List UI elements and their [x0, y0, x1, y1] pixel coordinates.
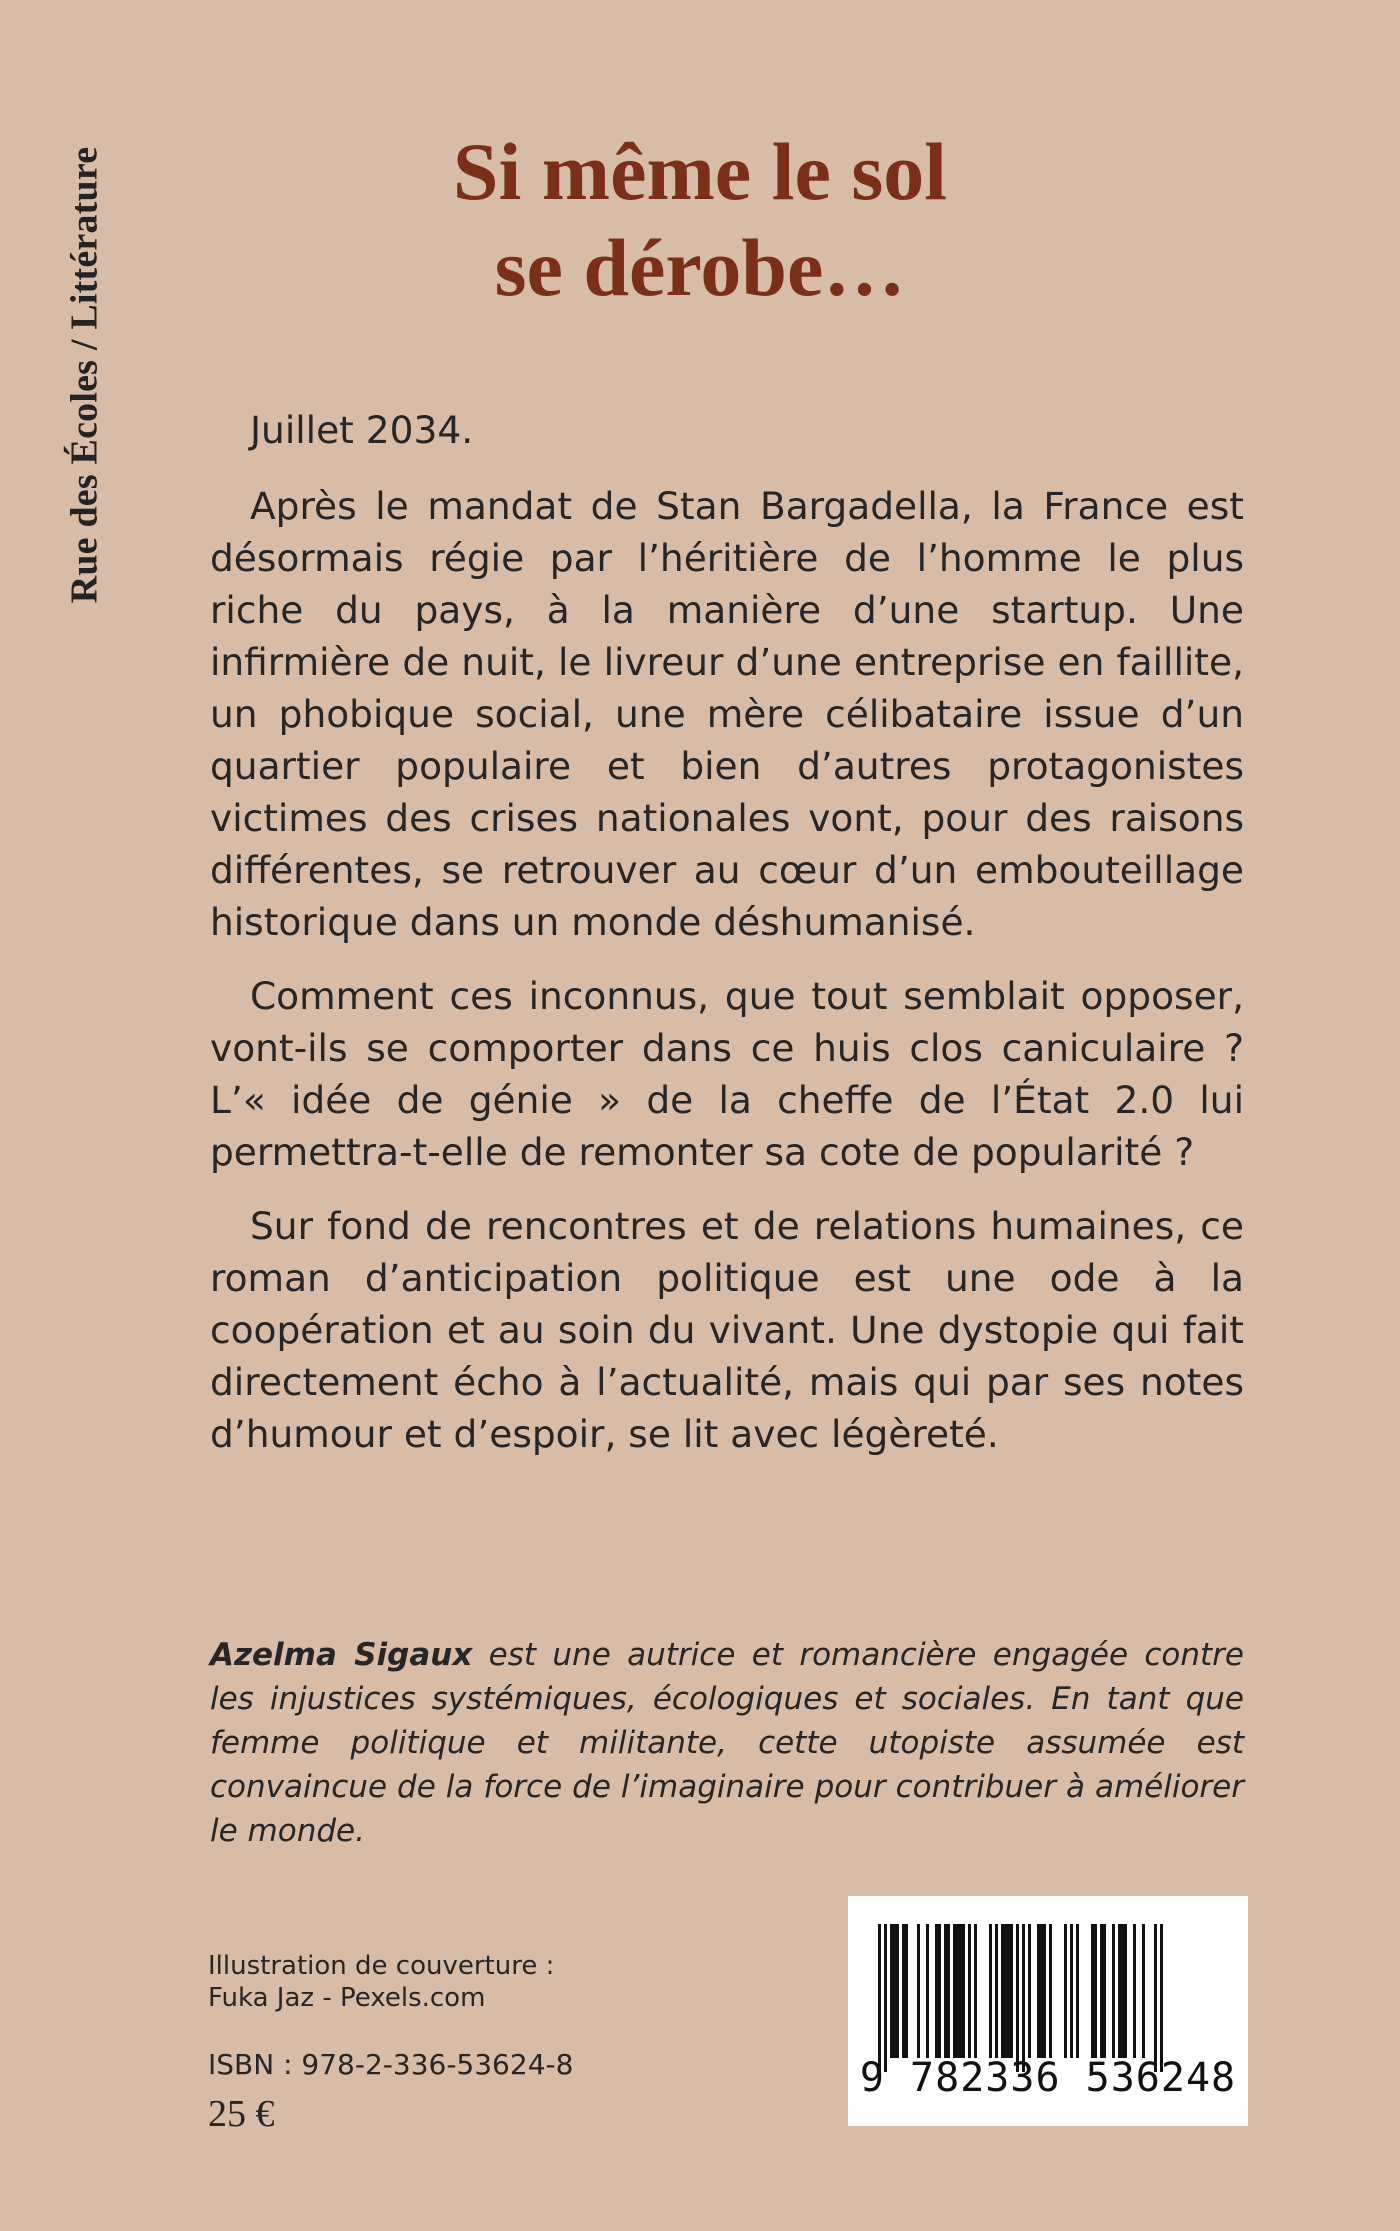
barcode-bar [902, 1924, 905, 2058]
barcode-bar [962, 1924, 965, 2058]
barcode-bar [1091, 1924, 1094, 2058]
barcode-bar [947, 1924, 950, 2058]
barcode-bar [1094, 1924, 1097, 2058]
barcode-bar [878, 1924, 881, 2072]
barcode-bar [1007, 1924, 1010, 2058]
barcode-bar [1037, 1924, 1040, 2058]
barcode-bar [1043, 1924, 1046, 2058]
barcode-bar [995, 1924, 998, 2058]
barcode-bar [959, 1924, 962, 2058]
book-title [330, 124, 1070, 316]
barcode-bar [956, 1924, 959, 2058]
author-bio [210, 1633, 1244, 1853]
author-bio-text: est une autrice et romancière engagée contre les injustices systémiques, écologiques et sociales. En tant que femme politique et militante, cette utopiste assumée est convaincue de la force de l’imaginaire pour contribuer à améliorer le monde. [210, 1637, 1244, 1849]
barcode-bar [1133, 1924, 1136, 2058]
barcode-bar [896, 1924, 899, 2058]
title-line-1: Si même le sol [452, 126, 948, 217]
barcode-bar [1100, 1924, 1103, 2058]
synopsis-date: Juillet 2034. [250, 408, 474, 452]
barcode-bar [1118, 1924, 1121, 2058]
barcode-bar [1022, 1924, 1025, 2072]
barcode-bar [890, 1924, 893, 2058]
spine-collection-label [56, 105, 112, 645]
barcode-bar [1064, 1924, 1067, 2058]
barcode-bar [1049, 1924, 1052, 2058]
barcode [848, 1896, 1248, 2126]
barcode-bar [938, 1924, 941, 2058]
cover-credits [208, 1950, 608, 2014]
synopsis-paragraph: Comment ces inconnus, que tout semblait opposer, vont-ils se comporter dans ce huis clos caniculaire ? L’« idée de génie » de la cheffe de l’État 2.0 lui permettra-t-elle de remonter sa cote de popularité ? [210, 974, 1244, 1174]
barcode-bar [968, 1924, 971, 2058]
barcode-bar [905, 1924, 908, 2058]
credits-line-2: Fuka Jaz - Pexels.com [208, 1983, 486, 2013]
synopsis-paragraph: Après le mandat de Stan Bargadella, la France est désormais régie par l’héritière de l’homme le plus riche du pays, à la manière d’une startup. Une infirmière de nuit, le livreur d’une entreprise en faillite, un phobique social, une mère célibataire issue d’un quartier populaire et bien d’autres protagonistes victimes des crises nationales vont, pour des raisons différentes, se retrouver au cœur d’un embouteillage historique dans un monde déshumanisé. [210, 484, 1244, 944]
barcode-bar [926, 1924, 929, 2058]
barcode-number: 9 782336 536248 [859, 2055, 1237, 2101]
barcode-bar [1016, 1924, 1019, 2072]
barcode-bar [1004, 1924, 1007, 2058]
barcode-bar [917, 1924, 920, 2058]
barcode-bar [1160, 1924, 1163, 2072]
barcode-bar [1010, 1924, 1013, 2058]
barcode-bar [935, 1924, 938, 2058]
barcode-bar [1001, 1924, 1004, 2058]
barcode-bar [1040, 1924, 1043, 2058]
collection-label: Rue des Écoles / Littérature [63, 146, 105, 604]
barcode-bar [1028, 1924, 1031, 2058]
barcode-bar [1121, 1924, 1124, 2058]
barcode-bar [893, 1924, 896, 2058]
barcode-bar [1070, 1924, 1073, 2058]
title-line-2: se dérobe… [494, 222, 906, 313]
barcode-bar [1142, 1924, 1145, 2058]
barcode-bar [1124, 1924, 1127, 2058]
barcode-bar [989, 1924, 992, 2058]
barcode-bar [1154, 1924, 1157, 2072]
synopsis [210, 404, 1244, 1482]
synopsis-paragraph: Sur fond de rencontres et de relations humaines, ce roman d’anticipation politique est une ode à la coopération et au soin du vivant. Une dystopie qui fait directement écho à l’actualité, mais qui par ses notes d’humour et d’espoir, se lit avec légèreté. [210, 1204, 1244, 1456]
barcode-bar [1076, 1924, 1079, 2058]
author-name: Azelma Sigaux [210, 1637, 473, 1673]
credits-line-1: Illustration de couverture : [208, 1951, 555, 1981]
isbn: ISBN : 978-2-336-53624-8 [208, 2048, 574, 2081]
barcode-bar [1103, 1924, 1106, 2058]
barcode-bar [953, 1924, 956, 2058]
barcode-bar [884, 1924, 887, 2072]
price: 25 € [208, 2093, 275, 2135]
barcode-bar [1112, 1924, 1115, 2058]
barcode-bar [974, 1924, 977, 2058]
barcode-bar [944, 1924, 947, 2058]
